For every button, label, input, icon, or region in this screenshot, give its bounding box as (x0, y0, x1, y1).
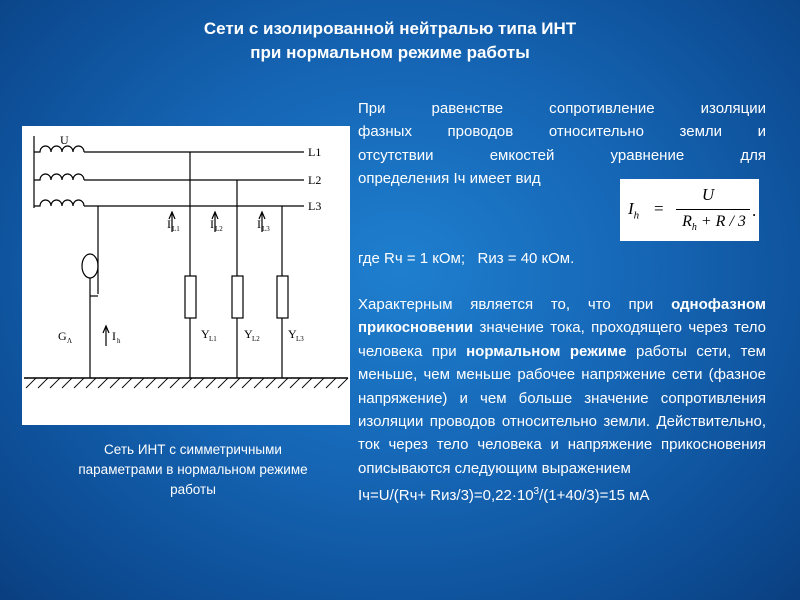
intro-line-4: определения Iч имеет вид (358, 170, 541, 188)
label-i-l2: I (210, 217, 214, 231)
label-y-l3: Y (288, 327, 297, 341)
formula-den-rest: + R / 3 (696, 213, 746, 230)
formula-den-r: R (682, 213, 692, 230)
paragraph-explanation (358, 293, 766, 508)
person-head-icon (82, 254, 98, 278)
title-line-1: Сети с изолированной нейтралью типа ИНТ (203, 19, 577, 38)
result-formula-exp: 3 (533, 486, 540, 498)
circuit-diagram (22, 126, 350, 425)
result-formula (358, 480, 766, 507)
label-y-l1-sub: L1 (209, 335, 217, 343)
caption-line-3: работы (170, 482, 216, 497)
explanation-bold-normal-mode: нормальном режиме (466, 342, 627, 360)
formula-dot: . (752, 201, 757, 220)
paragraph-values: где Rч = 1 кОм; Rиз = 40 кОм. (358, 250, 575, 267)
explanation-bold-single-phase: однофазном прикосновении (358, 296, 766, 337)
label-u: U (60, 133, 69, 147)
formula-den-sub: h (691, 222, 697, 234)
winding-1 (34, 146, 84, 152)
formula (626, 179, 756, 241)
result-formula-b: /(1+40/3)=15 мА (539, 487, 650, 505)
slide-title (100, 17, 680, 65)
label-g: G (58, 329, 67, 343)
explanation-part-e: работы сети, тем меньше, чем меньше рабочее напряжение сети (фазное напряжение) и чем больше значение сопротивления изоляции проводов относительно земли. Действительно, ток через тело человека и напряжение прикосновения описываются следующим выражением (358, 342, 766, 477)
diagram-caption (28, 440, 358, 500)
label-l2: L2 (308, 173, 322, 187)
resistor-y-l3 (277, 276, 288, 318)
caption-line-2: параметрами в нормальном режиме (78, 462, 308, 477)
label-y-l1: Y (201, 327, 210, 341)
label-ih: I (112, 329, 116, 343)
formula-denominator (674, 213, 754, 233)
title-line-2: при нормальном режиме работы (250, 43, 530, 62)
paragraph-intro (358, 97, 766, 191)
resistor-y-l2 (232, 276, 243, 318)
label-i-l3: I (257, 217, 261, 231)
winding-2 (34, 174, 84, 180)
formula-fraction-bar (676, 209, 750, 210)
label-i-l2-sub: L2 (215, 225, 223, 233)
result-formula-a: Iч=U/(Rч+ Rиз/3)=0,22·10 (358, 487, 534, 505)
label-g-sub: Λ (67, 337, 73, 345)
caption-line-1: Сеть ИНТ с симметричными (104, 442, 282, 457)
explanation-part-a: Характерным является то, что при (358, 296, 672, 313)
label-y-l2: Y (244, 327, 253, 341)
resistor-y-l1 (185, 276, 196, 318)
label-y-l3-sub: L3 (296, 335, 304, 343)
label-ih-sub: h (117, 337, 121, 345)
formula-box (620, 179, 759, 241)
label-y-l2-sub: L2 (252, 335, 260, 343)
intro-line-3: отсутствии емкостей уравнение для (358, 146, 766, 164)
label-i-l1-sub: L1 (172, 225, 180, 233)
intro-line-1: При равенстве сопротивление изоляции (358, 100, 766, 117)
label-l1: L1 (308, 145, 322, 159)
formula-numerator: U (701, 185, 715, 204)
label-l3: L3 (308, 199, 322, 213)
label-i-l1: I (167, 217, 171, 231)
label-i-l3-sub: L3 (262, 225, 270, 233)
circuit-diagram-svg (22, 126, 350, 425)
intro-line-2: фазных проводов относительно земли и (358, 123, 766, 141)
formula-equals: = (654, 199, 664, 218)
formula-lhs-sub: h (633, 209, 640, 222)
formula-lhs-symbol: I (628, 199, 634, 218)
formula-lhs (628, 199, 639, 221)
explanation-part-c: значение тока, проходящего через тело человека при (358, 319, 766, 360)
ground-hatching (26, 378, 348, 388)
winding-3 (34, 200, 84, 206)
